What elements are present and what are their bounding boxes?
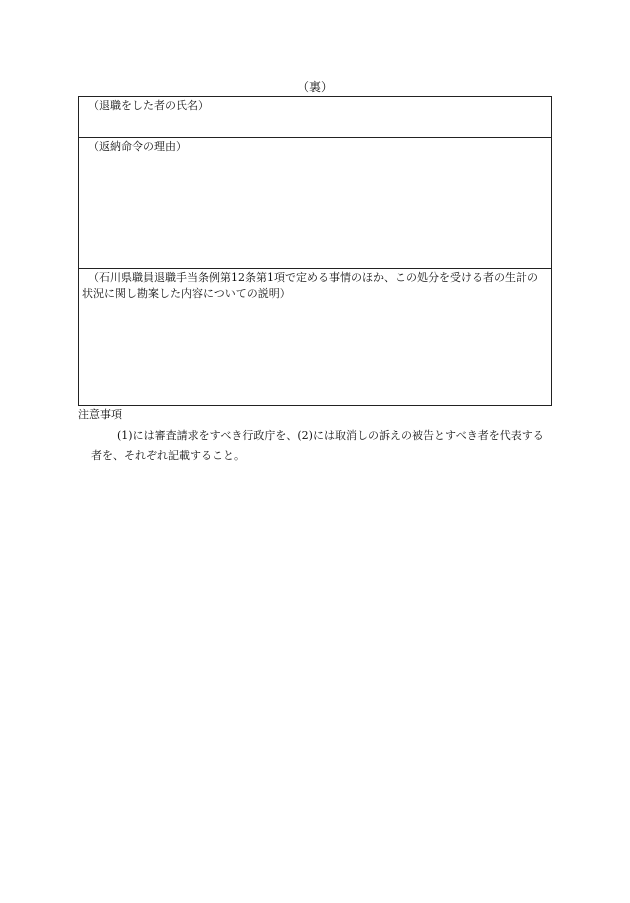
form-row-retiree-name: [79, 97, 551, 138]
notes-body: (1)には審査請求をすべき行政庁を、(2)には取消しの訴えの被告とすべき者を代表する者を、それぞれ記載すること。: [91, 429, 544, 462]
notes-title: 注意事項: [78, 408, 122, 421]
form-row-livelihood-explanation: [79, 269, 551, 405]
form-table: [78, 96, 552, 406]
retiree-name-label: （退職をした者の氏名）: [88, 99, 209, 112]
form-row-return-order-reason: [79, 138, 551, 269]
livelihood-explanation-label: （石川県職員退職手当条例第12条第1項で定める事情のほか、この処分を受ける者の生計の状況に関し勘案した内容についての説明）: [82, 271, 538, 300]
return-order-reason-label: （返納命令の理由）: [88, 140, 187, 153]
page-heading: （裏）: [296, 80, 333, 94]
